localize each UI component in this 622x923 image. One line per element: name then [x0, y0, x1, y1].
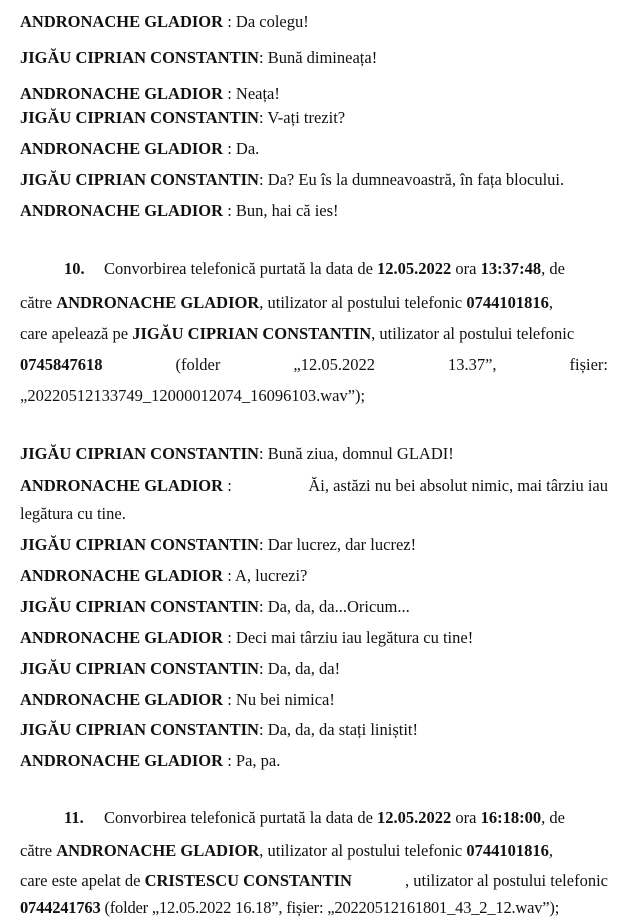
dialog-line: JIGĂU CIPRIAN CONSTANTIN: Da, da, da...Oricum... [20, 597, 410, 616]
section-11-file-line: 0744241763 (folder „12.05.2022 16.18”, fișier: „20220512161801_43_2_12.wav”); [20, 898, 560, 917]
dialog-line: JIGĂU CIPRIAN CONSTANTIN: Da, da, da! [20, 659, 341, 678]
dialog-line: JIGĂU CIPRIAN CONSTANTIN: Da, da, da stați liniștit! [20, 720, 418, 739]
dialog-line: ANDRONACHE GLADIOR : Nu bei nimica! [20, 690, 335, 709]
section-10-file-line: „20220512133749_12000012074_16096103.wav”); [20, 386, 366, 405]
dialog-line: ANDRONACHE GLADIOR : Bun, hai că ies! [20, 201, 339, 220]
dialog-line: ANDRONACHE GLADIOR : Da. [20, 139, 260, 158]
dialog-line: JIGĂU CIPRIAN CONSTANTIN: V-ați trezit? [20, 108, 346, 127]
dialog-line: JIGĂU CIPRIAN CONSTANTIN: Dar lucrez, dar lucrez! [20, 535, 417, 554]
section-10-heading-line: 10. Convorbirea telefonică purtată la data de 12.05.2022 ora 13:37:48, de [64, 259, 565, 278]
dialog-line: ANDRONACHE GLADIOR : Pa, pa. [20, 751, 281, 770]
section-11-line: care este apelat de CRISTESCU CONSTANTIN , utilizator al postului telefonic [20, 871, 608, 890]
dialog-line-continued: legătura cu tine. [20, 504, 126, 523]
dialog-line: ANDRONACHE GLADIOR : Da colegu! [20, 12, 309, 31]
section-10-line: care apelează pe JIGĂU CIPRIAN CONSTANTIN, utilizator al postului telefonic [20, 324, 575, 343]
section-10-line: către ANDRONACHE GLADIOR, utilizator al postului telefonic 0744101816, [20, 293, 553, 312]
dialog-line: JIGĂU CIPRIAN CONSTANTIN: Da? Eu îs la dumneavoastră, în fața blocului. [20, 170, 565, 189]
section-11-line: către ANDRONACHE GLADIOR, utilizator al postului telefonic 0744101816, [20, 841, 553, 860]
dialog-line: ANDRONACHE GLADIOR : A, lucrezi? [20, 566, 308, 585]
dialog-line: ANDRONACHE GLADIOR : Ăi, astăzi nu bei absolut nimic, mai târziu iau [20, 476, 608, 495]
section-11-heading-line: 11. Convorbirea telefonică purtată la data de 12.05.2022 ora 16:18:00, de [64, 808, 565, 827]
section-10-line: 0745847618 (folder „12.05.2022 13.37”, fișier: [20, 355, 608, 374]
section-number: 11. [64, 808, 84, 827]
section-number: 10. [64, 259, 85, 278]
dialog-line: JIGĂU CIPRIAN CONSTANTIN: Bună dimineața! [20, 48, 378, 67]
dialog-line: ANDRONACHE GLADIOR : Neața! [20, 84, 280, 103]
dialog-line: ANDRONACHE GLADIOR : Deci mai târziu iau legătura cu tine! [20, 628, 474, 647]
dialog-line: JIGĂU CIPRIAN CONSTANTIN: Bună ziua, domnul GLADI! [20, 444, 454, 463]
